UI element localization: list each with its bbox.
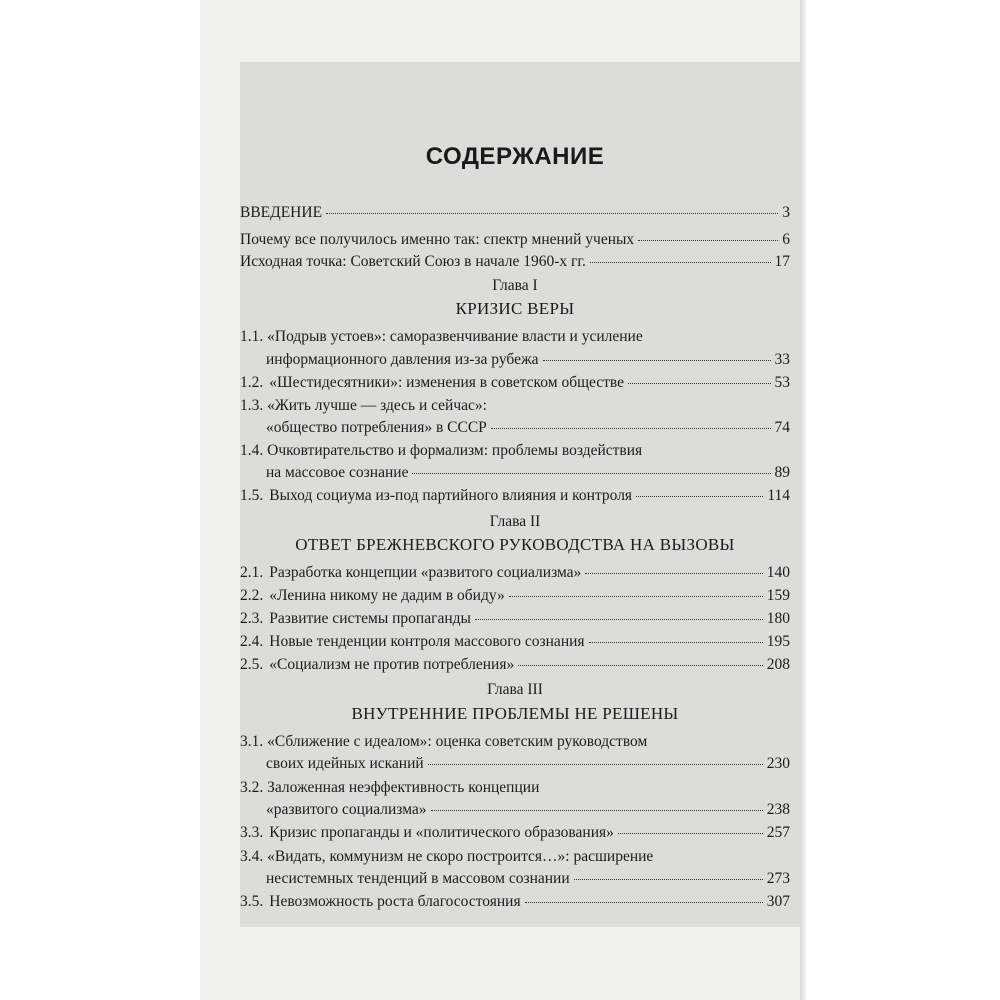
toc-entry	[240, 486, 790, 506]
toc-entry-text: «Сближение с идеалом»: оценка советским руководством	[267, 733, 648, 750]
toc-page-number: 17	[774, 253, 790, 270]
toc-entry-first-line	[240, 732, 647, 752]
dot-leader	[431, 810, 763, 811]
dot-leader	[636, 496, 763, 497]
toc-page-number: 180	[766, 610, 790, 627]
toc-entry	[240, 823, 790, 843]
toc-entry-first-line	[240, 327, 643, 347]
toc-entry-text: «Социализм не против потребления»	[269, 656, 515, 673]
toc-entry-text: «Видать, коммунизм не скоро построится…»: расширение	[267, 848, 654, 865]
toc-page-number: 195	[766, 633, 790, 650]
toc-entry-text: Развитие системы пропаганды	[269, 610, 471, 627]
toc-entry	[266, 754, 790, 774]
toc-entry	[240, 586, 790, 606]
toc-page-number: 208	[766, 656, 790, 673]
toc-entry-text: информационного давления из-за рубежа	[266, 351, 539, 368]
dot-leader	[638, 240, 778, 241]
toc-entry	[266, 463, 790, 483]
toc-entry-text: Кризис пропаганды и «политического образования»	[269, 824, 614, 841]
toc-entry-text: Очковтирательство и формализм: проблемы воздействия	[267, 442, 643, 459]
toc-entry-text: Разработка концепции «развитого социализма»	[269, 564, 582, 581]
toc-entry	[240, 632, 790, 652]
toc-page-number: 53	[774, 374, 790, 391]
toc-page-number: 140	[766, 564, 790, 581]
dot-leader	[509, 596, 763, 597]
toc-entry-text: ВВЕДЕНИЕ	[240, 204, 323, 221]
toc-entry-first-line	[240, 847, 653, 867]
chapter-title: ОТВЕТ БРЕЖНЕВСКОГО РУКОВОДСТВА НА ВЫЗОВЫ	[295, 535, 735, 554]
dot-leader	[326, 213, 778, 214]
section-number: 1.1.	[240, 328, 264, 345]
page-edge-shadow	[800, 0, 806, 1000]
toc-page-number: 89	[774, 464, 790, 481]
dot-leader	[618, 833, 763, 834]
toc-entry-text: «Шестидесятники»: изменения в советском обществе	[269, 374, 625, 391]
section-number: 1.5.	[240, 487, 264, 504]
toc-entry-first-line	[240, 396, 487, 416]
section-number: 1.2.	[240, 374, 264, 391]
toc-entry-text: Новые тенденции контроля массового сознания	[269, 633, 585, 650]
section-number: 3.5.	[240, 893, 264, 910]
page-title: СОДЕРЖАНИЕ	[425, 143, 605, 170]
toc-entry	[240, 373, 790, 393]
toc-page-number: 3	[782, 204, 790, 221]
toc-entry-first-line	[240, 778, 539, 798]
chapter-title: КРИЗИС ВЕРЫ	[455, 299, 575, 318]
toc-page-number: 257	[766, 824, 790, 841]
toc-entry	[266, 418, 790, 438]
toc-page-number: 74	[774, 419, 790, 436]
dot-leader	[518, 665, 763, 666]
toc-entry-text: «Ленина никому не дадим в обиду»	[269, 587, 505, 604]
dot-leader	[543, 360, 771, 361]
dot-leader	[589, 642, 763, 643]
toc-entry-text: своих идейных исканий	[266, 755, 424, 772]
section-number: 1.4.	[240, 442, 264, 459]
toc-entry-intro	[240, 203, 790, 223]
toc-page-number: 114	[767, 487, 790, 504]
dot-leader	[590, 262, 771, 263]
chapter-label: Глава I	[492, 277, 538, 294]
toc-entry-text: «общество потребления» в СССР	[266, 419, 487, 436]
toc-entry-text: Исходная точка: Советский Союз в начале 1960-х гг.	[240, 253, 586, 270]
section-number: 3.2.	[240, 779, 264, 796]
toc-entry-text: «развитого социализма»	[266, 801, 427, 818]
section-number: 2.2.	[240, 587, 264, 604]
section-number: 2.5.	[240, 656, 264, 673]
toc-entry	[240, 563, 790, 583]
toc-entry-text: несистемных тенденций в массовом сознании	[266, 870, 570, 887]
dot-leader	[428, 764, 763, 765]
dot-leader	[574, 879, 763, 880]
toc-page-number: 159	[766, 587, 790, 604]
toc-page-number: 230	[766, 755, 790, 772]
dot-leader	[525, 902, 763, 903]
chapter-label: Глава II	[489, 513, 541, 530]
toc-page-number: 273	[766, 870, 790, 887]
toc-page-number: 238	[766, 801, 790, 818]
toc-entry	[240, 655, 790, 675]
toc-page-number: 307	[766, 893, 790, 910]
toc-page-number: 6	[782, 231, 790, 248]
toc-entry-text: Заложенная неэффективность концепции	[267, 779, 540, 796]
toc-entry-first-line	[240, 441, 642, 461]
toc-entry-text: Выход социума из-под партийного влияния и контроля	[269, 487, 633, 504]
toc-entry	[240, 892, 790, 912]
toc-entry-text: на массовое сознание	[266, 464, 409, 481]
toc-entry-intro	[240, 230, 790, 250]
dot-leader	[628, 383, 770, 384]
dot-leader	[585, 573, 762, 574]
toc-entry	[266, 800, 790, 820]
toc-entry	[266, 869, 790, 889]
toc-entry-intro	[240, 252, 790, 272]
toc-entry-text: «Жить лучше — здесь и сейчас»:	[267, 397, 487, 414]
section-number: 1.3.	[240, 397, 264, 414]
section-number: 3.1.	[240, 733, 264, 750]
section-number: 2.4.	[240, 633, 264, 650]
toc-page-number: 33	[774, 351, 790, 368]
section-number: 3.3.	[240, 824, 264, 841]
toc-entry-text: «Подрыв устоев»: саморазвенчивание власти и усиление	[267, 328, 643, 345]
section-number: 2.3.	[240, 610, 264, 627]
dot-leader	[475, 619, 763, 620]
dot-leader	[412, 473, 770, 474]
chapter-title: ВНУТРЕННИЕ ПРОБЛЕМЫ НЕ РЕШЕНЫ	[351, 704, 679, 723]
toc-entry-text: Невозможность роста благосостояния	[269, 893, 521, 910]
dot-leader	[491, 428, 771, 429]
toc-entry-text: Почему все получилось именно так: спектр мнений ученых	[240, 231, 635, 248]
toc-entry	[266, 350, 790, 370]
section-number: 2.1.	[240, 564, 264, 581]
section-number: 3.4.	[240, 848, 264, 865]
chapter-label: Глава III	[487, 681, 543, 698]
toc-entry	[240, 609, 790, 629]
